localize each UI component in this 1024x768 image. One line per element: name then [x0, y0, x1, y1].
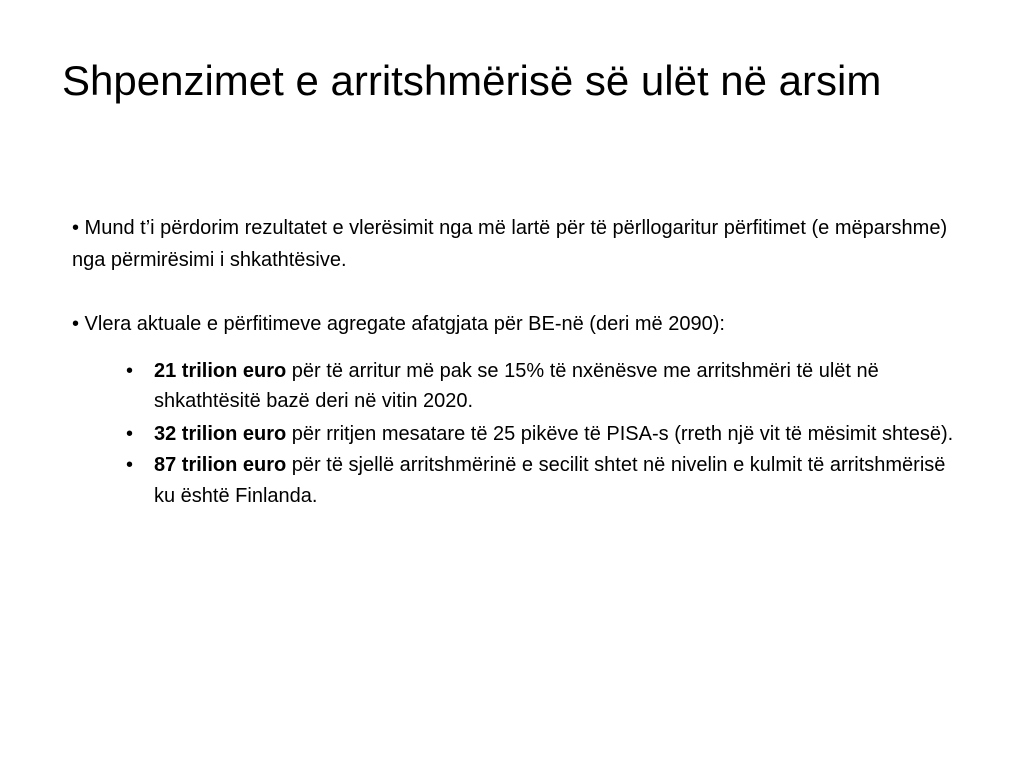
- amount-label: 32 trilion euro: [154, 423, 287, 445]
- spacer: [72, 276, 972, 308]
- benefits-list: [72, 356, 972, 512]
- amount-label: 87 trilion euro: [154, 454, 287, 476]
- paragraph-present-value: • Vlera aktuale e përfitimeve agregate afatgjata për BE-në (deri më 2090):: [72, 313, 725, 335]
- bullet-icon: •: [126, 423, 134, 445]
- bullet-icon: •: [126, 360, 134, 382]
- item-text: për të arritur më pak se 15% të nxënësve me arritshmëri të ulët në shkathtësitë bazë deri në vitin 2020.: [154, 360, 879, 412]
- paragraph-benefits-estimate: • Mund t’i përdorim rezultatet e vlerësimit nga më lartë për të përllogaritur përfitimet (e mëparshme) nga përmirësimi i shkathtësive.: [72, 217, 948, 271]
- list-item: [72, 419, 972, 450]
- list-item: [72, 450, 972, 512]
- slide-title: Shpenzimet e arritshmërisë së ulët në arsim: [62, 57, 882, 104]
- amount-label: 21 trilion euro: [154, 360, 287, 382]
- slide-body: [72, 212, 972, 512]
- item-text: për të sjellë arritshmërinë e secilit shtet në nivelin e kulmit të arritshmërisë ku është Finlanda.: [154, 454, 946, 507]
- bullet-icon: •: [126, 454, 134, 476]
- item-text: për rritjen mesatare të 25 pikëve të PISA-s (rreth një vit të mësimit shtesë).: [286, 423, 954, 445]
- list-item: [72, 356, 972, 416]
